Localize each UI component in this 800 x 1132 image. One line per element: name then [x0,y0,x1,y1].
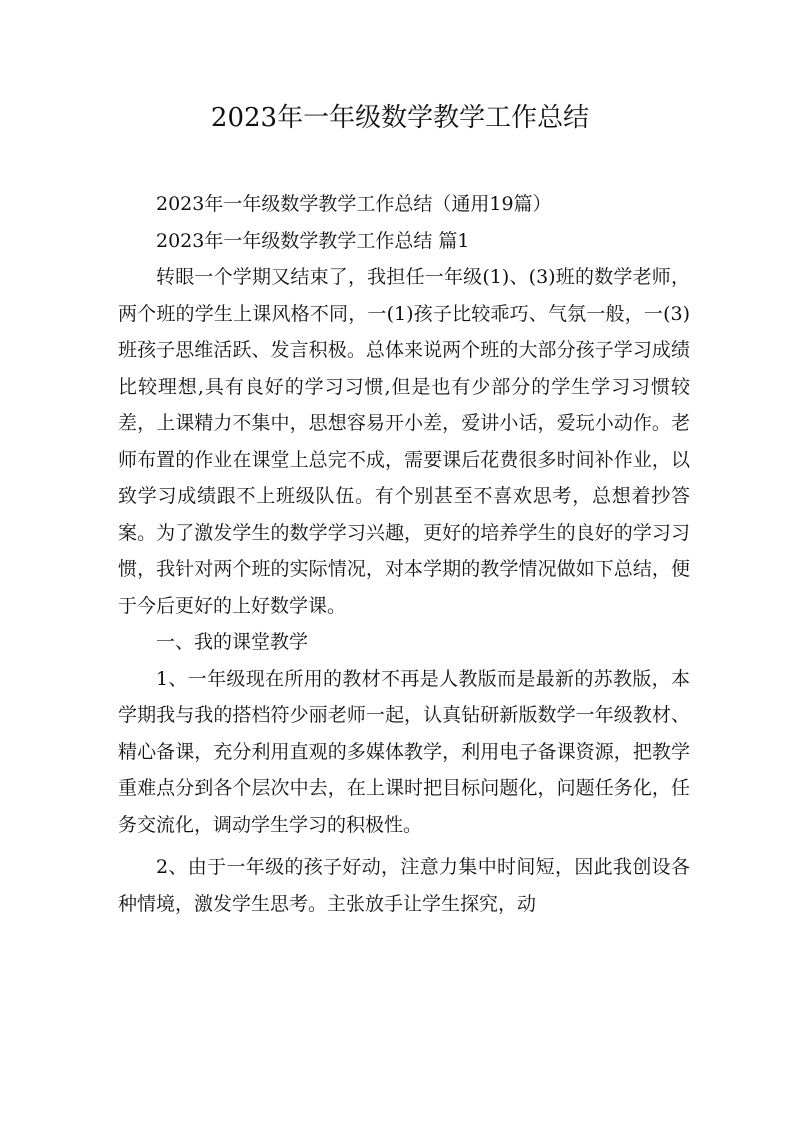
paragraph-item-2: 2、由于一年级的孩子好动，注意力集中时间短，因此我创设各种情境，激发学生思考。主张放手让学生探究，动 [118,856,690,915]
paragraph-intro: 转眼一个学期又结束了，我担任一年级(1)、(3)班的数学老师，两个班的学生上课风格不同，一(1)孩子比较乖巧、气氛一般，一(3)班孩子思维活跃、发言积极。总体来说两个班的大部分孩子学习成绩比较理想,具有良好的学习习惯,但是也有少部分的学生学习习惯较差，上课精力不集中，思想容易开小差，爱讲小话，爱玩小动作。老师布置的作业在课堂上总完不成，需要课后花费很多时间补作业，以致学习成绩跟不上班级队伍。有个别甚至不喜欢思考，总想着抄答案。为了激发学生的数学学习兴趣，更好的培养学生的良好的学习习惯，我针对两个班的实际情况，对本学期的教学情况做如下总结，便于今后更好的上好数学课。 [118,266,690,617]
document-title: 2023年一年级数学教学工作总结 [210,103,590,133]
subtitle-line: 2023年一年级数学教学工作总结（通用19篇） [156,193,552,215]
paragraph-item-1: 1、一年级现在所用的教材不再是人教版而是最新的苏教版，本学期我与我的搭档符少丽老师一起，认真钻研新版数学一年级教材、精心备课，充分利用直观的多媒体教学，利用电子备课资源，把教学重难点分到各个层次中去，在上课时把目标问题化，问题任务化，任务交流化，调动学生学习的积极性。 [118,667,690,836]
document-body [118,186,690,922]
section-heading: 2023年一年级数学教学工作总结 篇1 [156,229,470,252]
section-heading-classroom: 一、我的课堂教学 [156,631,309,653]
